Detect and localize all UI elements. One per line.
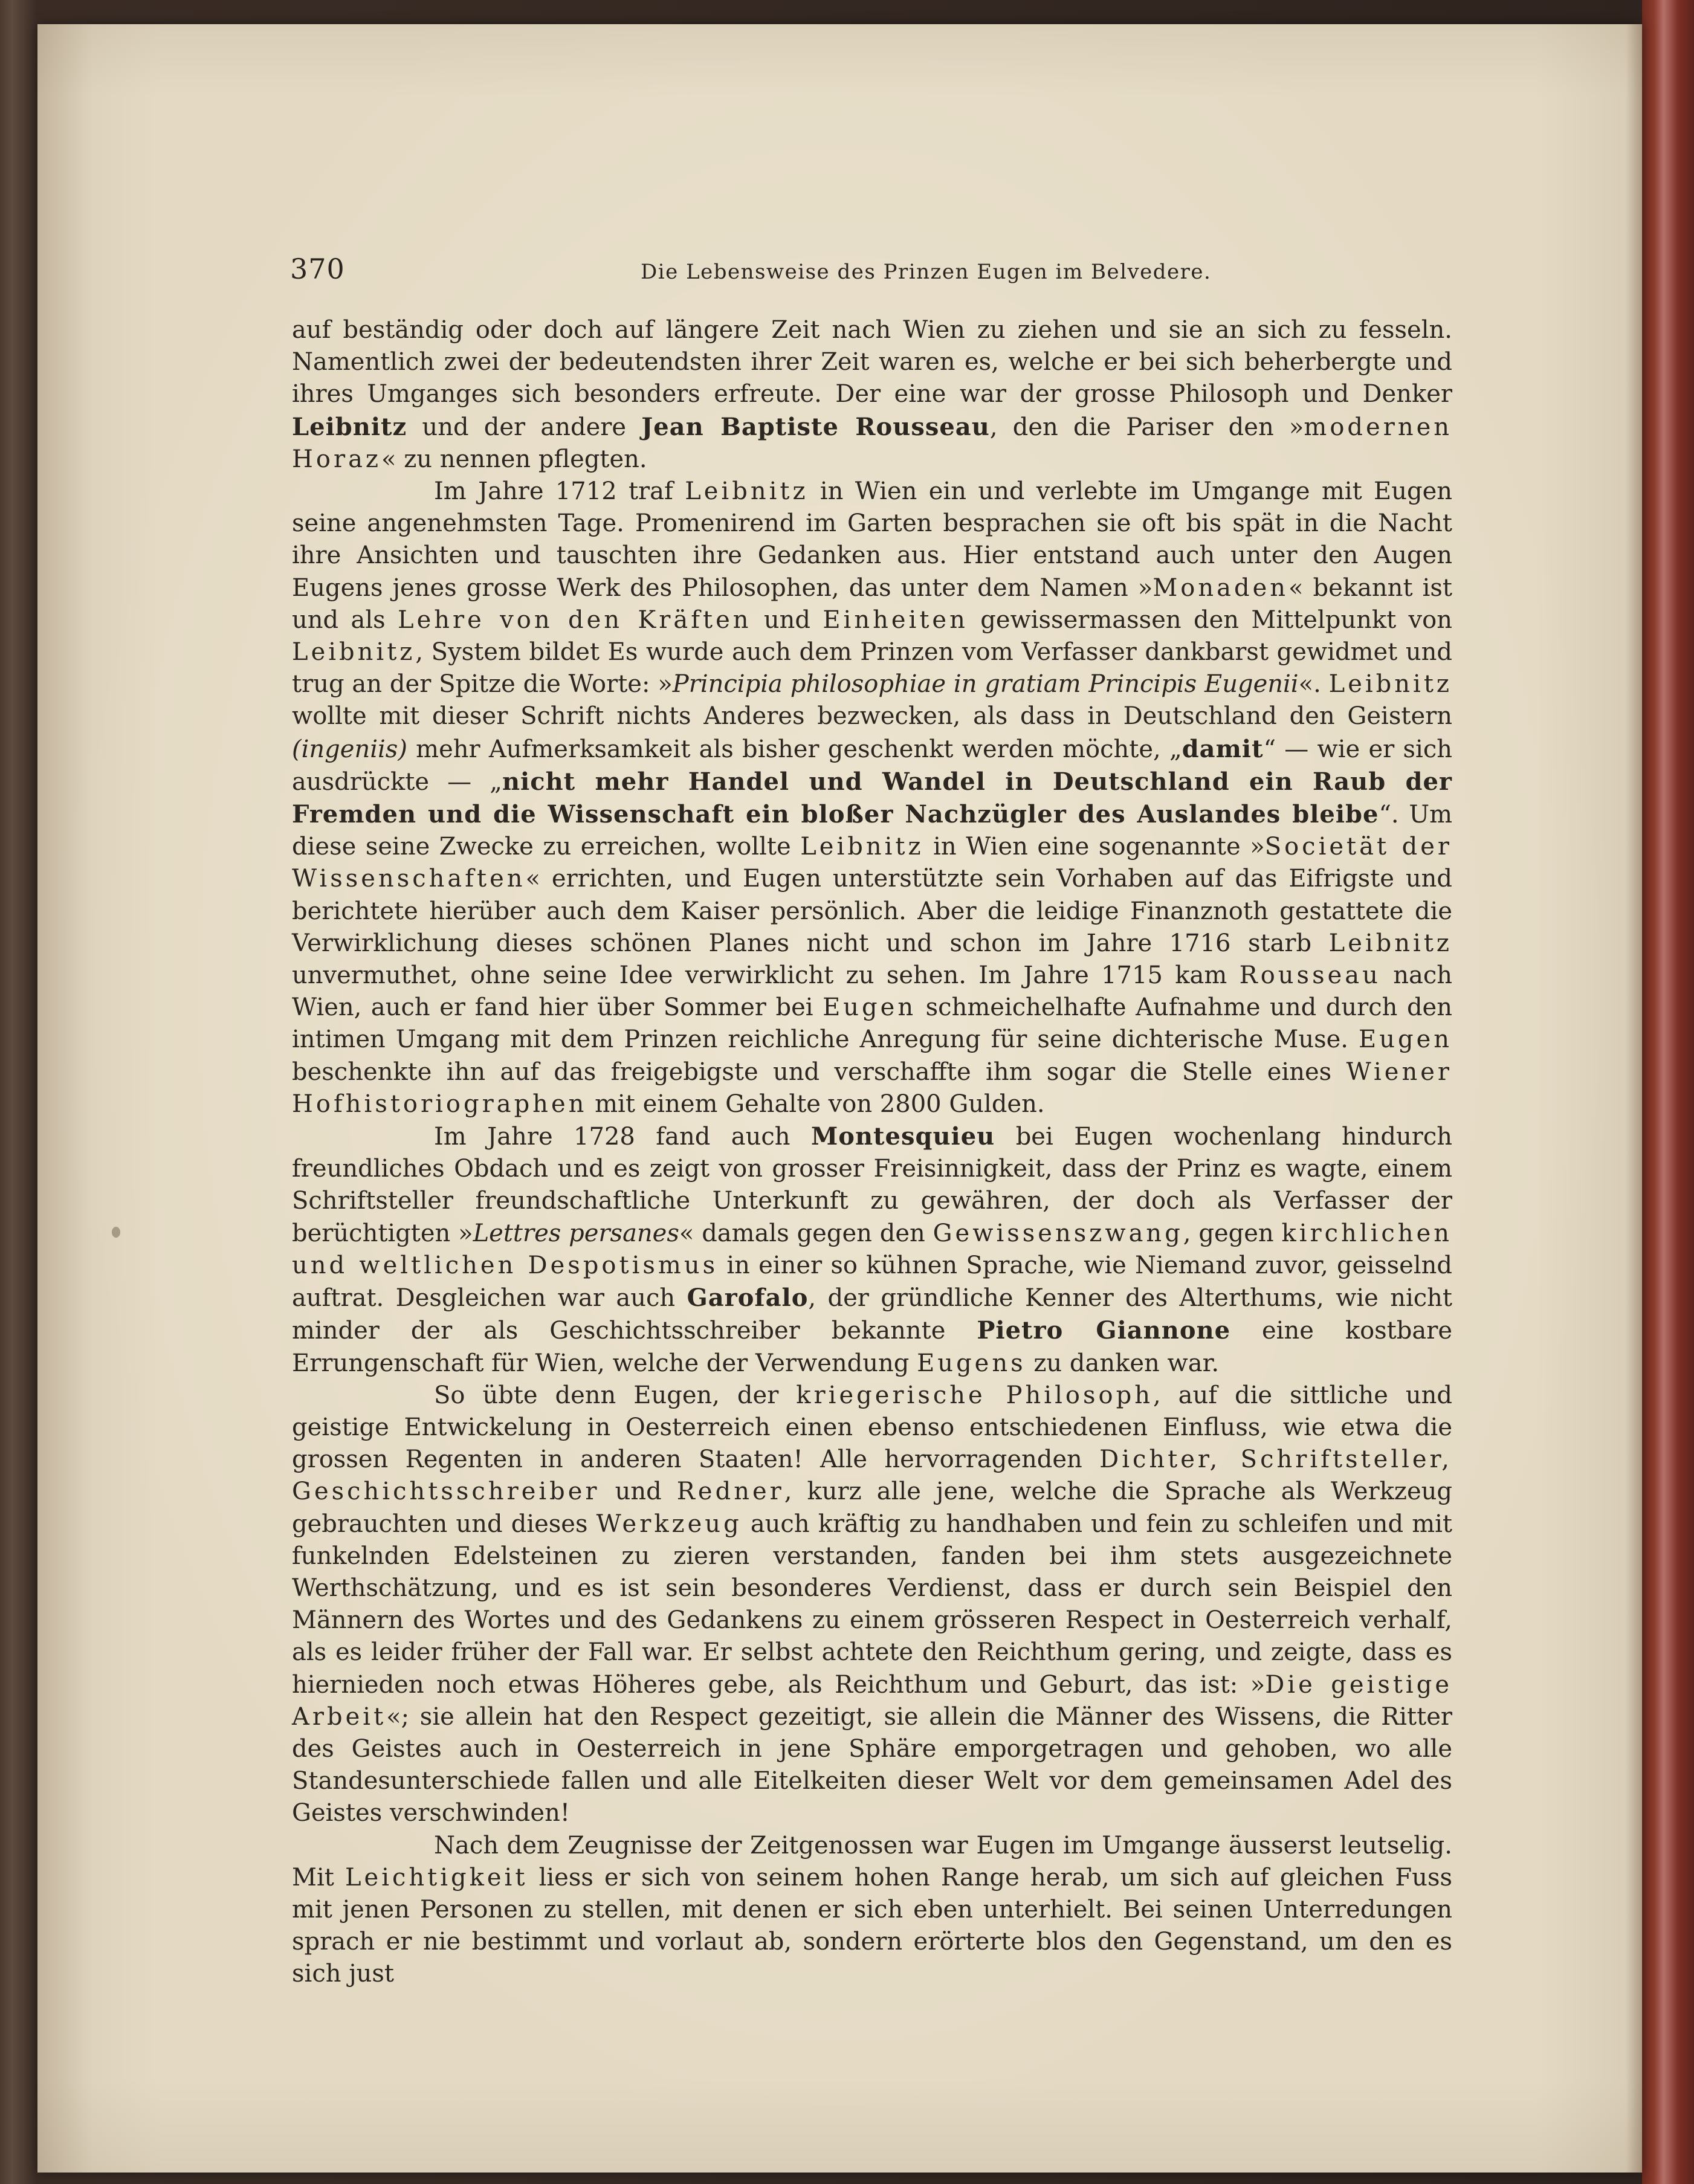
text-run: , auf die sittliche und geistige Entwickelung in Oesterreich einen ebenso entschiedenen Einfluss, wie etwa die grossen Regenten in anderen Staaten! Alle hervorragenden <box>292 1381 1452 1474</box>
text-run: Wiener Hofhistoriographen <box>292 1058 1452 1118</box>
running-title: Die Lebensweise des Prinzen Eugen im Belvedere. <box>641 260 1212 284</box>
text-run: Im Jahre 1712 traf <box>434 477 685 506</box>
text-run: Leibnitz <box>1328 929 1452 957</box>
text-run: schmeichelhafte Aufnahme und durch den intimen Umgang mit dem Prinzen reichliche Anregung für seine dichterische Muse. <box>292 993 1452 1054</box>
text-run: nicht mehr Handel und Wandel in Deutschland ein Raub der Fremden und die Wissenschaft ein bloßer Nachzügler des Auslandes bleibe <box>292 767 1452 829</box>
text-run: , den die Pariser den » <box>989 413 1304 441</box>
text-run: kirchlichen und weltlichen Despotismus <box>292 1219 1452 1279</box>
ink-mark <box>112 1227 120 1238</box>
text-run: eine kostbare Errungenschaft für Wien, welche der Verwendung <box>292 1317 1452 1377</box>
text-run: mit einem Gehalte von 2800 Gulden. <box>587 1090 1045 1118</box>
text-run: « zu nennen pflegten. <box>381 445 647 473</box>
text-run: auf beständig oder doch auf längere Zeit nach Wien zu ziehen und sie an sich zu fesseln. Namentlich zwei der bedeutendsten ihrer Zeit waren es, welche er bei sich beherbergte und ihres Umganges sich besonders erfreute. Der eine war der grosse Philosoph und Denker <box>292 316 1452 409</box>
text-run: Principia philosophiae in gratiam Principis Eugenii <box>672 670 1299 699</box>
text-run: “ — wie er sich ausdrückte — „ <box>292 735 1452 796</box>
text-run: Einheiten <box>823 606 968 634</box>
text-run: Jean Baptiste Rousseau <box>641 412 990 441</box>
text-run: gewissermassen den Mittelpunkt von <box>968 606 1452 634</box>
text-run: nach Wien, auch er fand hier über Sommer bei <box>292 961 1452 1022</box>
text-run: bei Eugen wochenlang hindurch freundliches Obdach und es zeigt von grosser Freisinnigkeit, dass der Prinz es wagte, einem Schriftsteller freundschaftliche Unterkunft zu gewähren, der doch als Verfasser der berüchtigten » <box>292 1123 1452 1247</box>
text-run: Nach dem Zeugnisse der Zeitgenossen war Eugen im Umgange äusserst leutselig. Mit <box>292 1831 1452 1892</box>
text-run: mehr Aufmerksamkeit als bisher geschenkt werden möchte, „ <box>407 735 1182 763</box>
text-run: Redner <box>676 1478 784 1506</box>
text-run: Lehre von den Kräften <box>398 606 752 634</box>
text-run: Die geistige Arbeit <box>292 1670 1452 1731</box>
text-run: in einer so kühnen Sprache, wie Niemand zuvor, geisselnd auftrat. Desgleichen war auch <box>292 1251 1453 1313</box>
text-run: Rousseau <box>1239 961 1381 990</box>
text-run: , der gründliche Kenner des Alterthums, wie nicht minder der als Geschichtsschreiber bekannte <box>292 1284 1452 1345</box>
text-run: Lettres persanes <box>473 1219 679 1247</box>
text-run: Monaden <box>1153 573 1288 602</box>
text-run: Eugen <box>1359 1026 1452 1054</box>
text-run: beschenkte ihn auf das freigebigste und verschaffte ihm sogar die Stelle eines <box>292 1058 1346 1086</box>
text-run: Garofalo <box>687 1284 809 1313</box>
text-run: in Wien ein und verlebte im Umgange mit Eugen seine angenehmsten Tage. Promenirend im Garten besprachen sie oft bis spät in die Nacht ihre Ansichten und tauschten ihre Gedanken aus. Hier entstand auch unter den Augen Eugens jenes grosse Werk des Philosophen, das unter dem Namen » <box>292 477 1453 602</box>
paragraph-4 <box>292 1380 1452 1830</box>
text-run: und <box>600 1478 677 1506</box>
paragraph-2 <box>292 476 1452 1120</box>
text-run: , gegen <box>1183 1219 1282 1247</box>
text-run: Dichter, Schriftsteller, Geschichtsschreiber <box>292 1446 1453 1506</box>
book-cover-edge <box>1642 0 1694 2184</box>
text-run: Montesquieu <box>810 1122 995 1151</box>
text-run: in Wien eine sogenannte » <box>923 833 1265 861</box>
text-run: Leibnitz <box>292 638 416 667</box>
text-run: « errichten, und Eugen unterstützte sein Vorhaben auf das Eifrigste und berichtete hierüber auch dem Kaiser persönlich. Aber die leidige Finanznoth gestattete die Verwirklichung dieses schönen Planes nicht und schon im Jahre 1716 starb <box>292 865 1452 957</box>
text-run: “. Um diese seine Zwecke zu erreichen, wollte <box>292 801 1453 861</box>
text-run: « damals gegen den <box>679 1219 933 1247</box>
text-run: Werkzeug <box>596 1510 742 1538</box>
text-run: zu danken war. <box>1026 1349 1220 1377</box>
text-run: (ingeniis) <box>292 735 407 763</box>
text-run: «; sie allein hat den Respect gezeitigt, sie allein die Männer des Wissens, die Ritter des Geistes auch in Oesterreich in jene Sphäre emporgetragen und gehoben, wo alle Standesunterschiede fallen und alle Eitelkeiten dieser Welt vor dem gemeinsamen Adel des Geistes verschwinden! <box>292 1702 1452 1827</box>
page-fold-shadow <box>1626 24 1643 2173</box>
paragraph-5 <box>292 1830 1452 1991</box>
text-run: Societät der Wissenschaften <box>292 833 1452 893</box>
text-run: Leibnitz <box>685 477 809 506</box>
text-run: Im Jahre 1728 fand auch <box>434 1123 811 1151</box>
page-header <box>290 253 1450 289</box>
text-run: , System bildet Es wurde auch dem Prinzen vom Verfasser dankbarst gewidmet und trug an der Spitze die Worte: » <box>292 638 1452 699</box>
text-run: Leibnitz <box>1328 670 1452 699</box>
text-run: und der andere <box>407 413 642 441</box>
text-run: Eugen <box>823 993 917 1022</box>
text-run: auch kräftig zu handhaben und fein zu schleifen und mit funkelnden Edelsteinen zu zieren verstanden, fanden bei ihm stets ausgezeichnete Werthschätzung, und es ist sein besonderes Verdienst, dass er durch sein Beispiel den Männern des Wortes und des Gedankens zu einem grösseren Respect in Oesterreich verhalf, als es leider früher der Fall war. Er selbst achtete den Reichthum gering, und zeigte, dass es hiernieden noch etwas Höheres gebe, als Reichthum und Geburt, das ist: » <box>292 1510 1452 1699</box>
paragraph-3 <box>292 1120 1452 1380</box>
text-run: , kurz alle jene, welche die Sprache als Werkzeug gebrauchten und dieses <box>292 1478 1452 1538</box>
text-run: wollte mit dieser Schrift nichts Anderes bezwecken, als dass in Deutschland den Geistern <box>292 702 1452 731</box>
text-run: kriegerische Philosoph <box>796 1381 1153 1409</box>
text-run: liess er sich von seinem hohen Range herab, um sich auf gleichen Fuss mit jenen Personen zu stellen, mit denen er sich eben unterhielt. Bei seinen Unterredungen sprach er nie bestimmt und vorlaut ab, sondern erörterte blos den Gegenstand, um den es sich just <box>292 1863 1452 1988</box>
text-run: Leichtigkeit <box>344 1863 528 1892</box>
text-run: modernen Horaz <box>292 413 1453 473</box>
text-run: Gewissenszwang <box>933 1219 1183 1247</box>
body-text <box>292 314 1453 1988</box>
text-run: «. <box>1298 670 1329 699</box>
text-run: « bekannt ist und als <box>292 573 1452 634</box>
text-run: unvermuthet, ohne seine Idee verwirklicht zu sehen. Im Jahre 1715 kam <box>292 961 1240 990</box>
text-run: Eugens <box>917 1349 1026 1377</box>
text-run: Leibnitz <box>292 412 407 441</box>
text-run: So übte denn Eugen, der <box>434 1381 797 1409</box>
text-run: damit <box>1182 734 1264 763</box>
text-run: Pietro Giannone <box>977 1316 1231 1345</box>
text-run: Leibnitz <box>800 833 924 861</box>
paragraph-1 <box>292 314 1452 476</box>
page-number: 370 <box>290 253 345 285</box>
text-run: und <box>751 606 823 634</box>
